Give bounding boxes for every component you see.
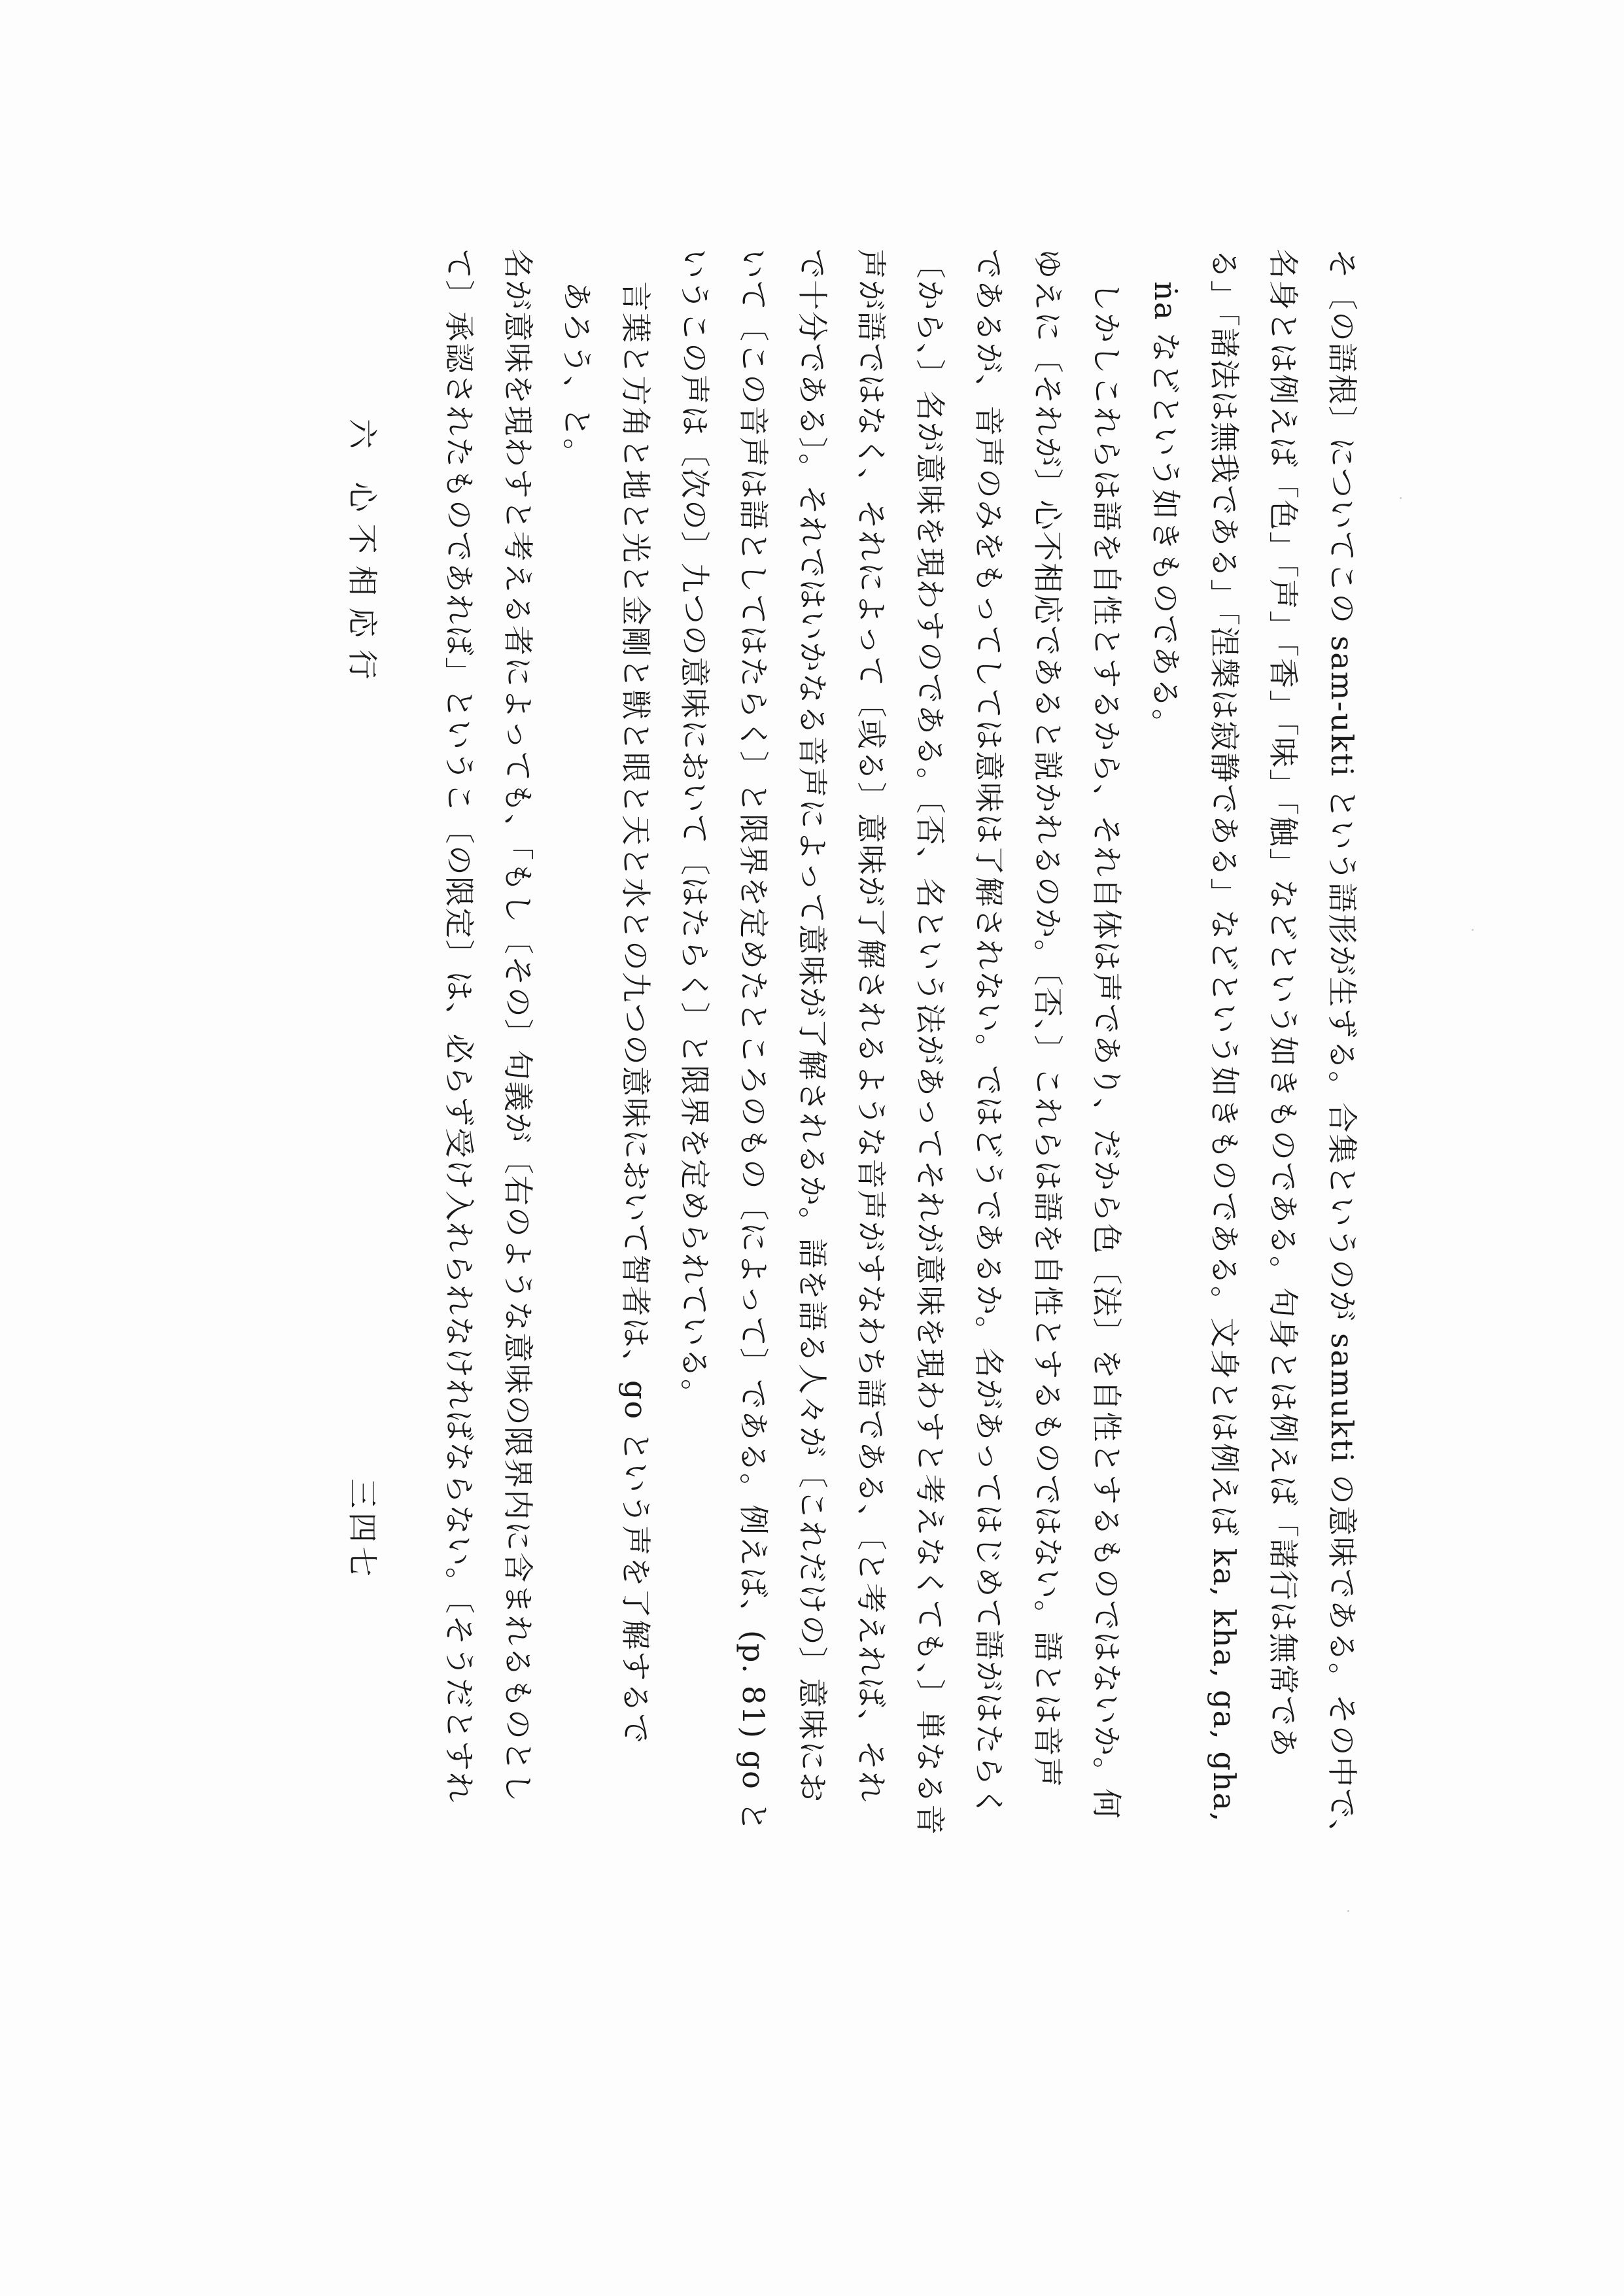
section-title: 六 心不相応行	[345, 419, 380, 691]
text-line: あろう、と。	[559, 281, 595, 470]
text-line: 言葉と方角と地と光と金剛と獣と眼と天と水との九つの意味において智者は、go という声を了解するで	[618, 281, 653, 1745]
text-line: 名身とは例えば「色」「声」「香」「味」「触」などという如きものである。句身とは例えば「諸行は無常であ	[1266, 249, 1301, 1758]
scan-speck	[1400, 497, 1402, 499]
scan-speck	[1472, 929, 1474, 931]
text-line: しかしこれらは語を自性とするから、それ自体は声であり、だから色〔法〕を自性とするものではないか。何	[1089, 281, 1124, 1820]
text-line: いて〔この音声は語としてはたらく〕と限界を定めたところのもの〔によって〕である。例えば、(p. 81) go と	[736, 249, 771, 1833]
text-line: る」「諸法は無我である」「涅槃は寂静である」などという如きものである。文身とは例えば ka, kha, ga, gha,	[1207, 249, 1242, 1823]
scan-speck	[1347, 1910, 1349, 1912]
text-line: いうこの声は〔次の〕九つの意味において〔はたらく〕と限界を定められている。	[677, 249, 712, 1410]
page-number: 三四七	[345, 1478, 380, 1580]
text-line: 〔から、〕名が意味を現わすのである。〔否、名という法があってそれが意味を現わすと考えなくても、〕単なる音	[912, 249, 948, 1836]
body-text	[419, 249, 1360, 1851]
text-line: 名が意味を現わすと考える者によっても、「もし〔その〕句義が〔右のような意味の限界内に含まれるものとし	[500, 249, 536, 1803]
text-line: 声が語ではなく、それによって〔或る〕意味が了解されるような音声がすなわち語である、〔と考えれば、それ	[854, 249, 889, 1803]
text-line: ṅa などという如きものである。	[1148, 281, 1183, 740]
text-line: そ〔の語根〕についてこの sam-ukti という語形が生ずる。合集というのが samukti の意味である。その中で、	[1324, 249, 1360, 1851]
text-line: ゆえに〔それが〕心不相応であると説かれるのか。〔否、〕これらは語を自性とするものではない。語とは音声	[1030, 249, 1065, 1788]
text-line: で十分である〕。それではいかなる音声によって意味が了解されるか。語を語る人々が〔これだけの〕意味にお	[795, 249, 830, 1803]
text-line: て〕承認されたものであれば」というこ〔の限定〕は、必らず受け入れられなければならない。〔そうだとすれ	[441, 249, 477, 1803]
text-line: であるが、音声のみをもってしては意味は了解されない。ではどうであるか。名があってはじめて語がはたらく	[971, 249, 1007, 1818]
